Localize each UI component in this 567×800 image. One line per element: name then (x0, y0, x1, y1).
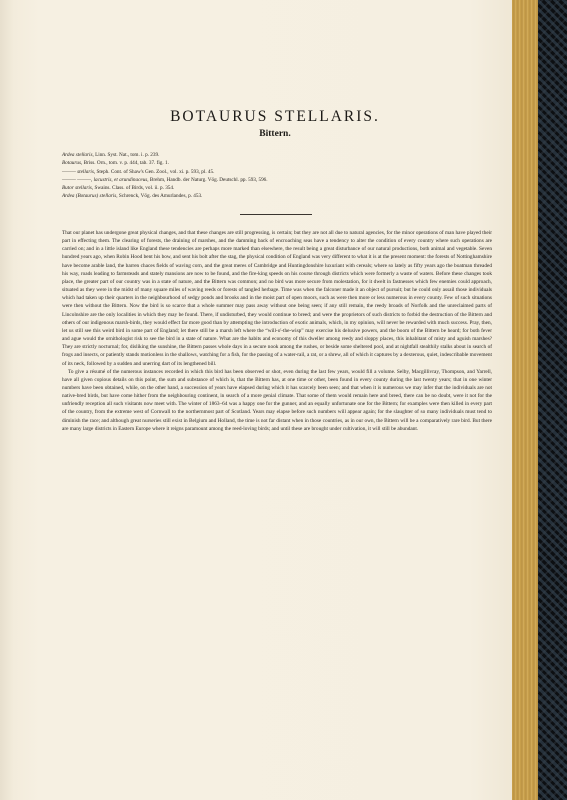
synonym-reference: Schrenck, Vög. des Amurlandes, p. 453. (117, 193, 203, 200)
book-cover-edge (538, 0, 567, 800)
synonym-line (62, 176, 492, 184)
paragraph: That our planet has undergone great physical changes, and that these changes are still progressing, is certain; but they are not all due to natural agencies, for the minor operations of man have played their part in effecting them. The clearing of forests, the draining of marshes, and the damming back of encroaching seas have a tendency to alter the condition of every country where such operations are carried on; and in a little island like England these tendencies are perhaps more marked than elsewhere, the result being a great disturbance of our natural productions, both animal and vegetable. Seven hundred years ago, when Robin Hood bent his bow, and sent his bolt after the stag, the physical condition of England was very different to what it is at the present moment: the forests of Nottinghamshire have become arable land, the barren chaces fields of waving corn, and the great meres of Cambridge and Huntingdonshire luxuriant with cereals; where so lately as fifty years ago the boatman threaded his way, roads leading to farmsteads and stately mansions are now to be found, and the fire-king speeds on his course through districts which were formerly a waste of waters. Before these changes took place, the greater part of our country was in a state of nature, and the Bittern was common; and no bird was more secure from molestation, for it dwelt in fastnesses which few enemies could approach, situated as they were in the midst of many square miles of waving reeds or forests of tangled herbage. Time was when the falconer made it an object of pursuit; but he could only assail those individuals which had taken up their quarters in the neighbourhood of sedgy ponds and brooks and in the moist part of open moors, such as were then more or less numerous in every county. Few of such situations were then without the Bittern. Now the bird is so scarce that a whole summer may pass away without one being seen; if any still remain, the reedy broads of Norfolk and the unreclaimed parts of Lincolnshire are the only localities in which they may be found. There, if undisturbed, they would continue to breed; and were the proprietors of such districts to forbid the destruction of the Bittern and others of our indigenous marsh-birds, they would effect far more good than by attempting the introduction of exotic animals, which, in my opinion, will never be rewarded with much success. Pray, then, let us still see this weird bird in some part of England; let there still be a marsh left where the “will-o'-the-wisp” may exercise his delusive powers, and the boom of the Bittern be heard; for both fever and ague would the ornithologist risk to see the bird in a state of nature. What are the habits and economy of this dweller among reedy and sloppy places, this inhabitant of misty and aguish marshes? They are strictly nocturnal; for, disliking the sunshine, the Bittern passes whole days in a secure nook among the rushes, or beside some sheltered pool, and at nightfall stealthily stalks about in search of frogs and insects, or patiently stands motionless in the shallows, watching for a fish, for the passing of a water-rail, a rat, or a shrew, all of which it captures by a dexterous, quiet, indescribable movement of its neck, followed by a sudden and unerring dart of its lengthened bill. (62, 230, 492, 367)
page-subtitle: Bittern. (259, 129, 291, 139)
synonym-name: Ardea (Botaurus) stellaris, (62, 193, 118, 200)
gilt-page-edges (512, 0, 538, 800)
body-text (62, 229, 492, 433)
synonym-reference: Brehm, Handb. der Naturg. Vög. Deutschl. pp. 593, 596. (148, 176, 268, 183)
synonym-name: Botaurus, (62, 160, 83, 167)
synonym-line (62, 192, 492, 200)
synonym-name: Ardea stellaris, (62, 152, 94, 158)
synonym-line (62, 159, 492, 167)
paragraph: To give a résumé of the numerous instances recorded in which this bird has been observed or shot, even during the last few years, would fill a volume. Selby, Macgillivray, Thompson, and Yarrell, have all given copious details on this point, the sum and substance of which is, that the Bittern has, at one time or other, been found in every county during the last twenty years; that in one winter numbers have been obtained, while, on the other hand, a succession of years have elapsed during which it has scarcely been seen; and that when it is numerous we may infer that the individuals are not native-bred birds, but have come hither from the neighbouring continent, in search of a more genial climate. That some of them would remain here and breed, there can be no doubt, were it not for the unfriendly reception all such visitants now meet with. The winter of 1863–64 was a happy one for the gunner, and an equally unfortunate one for the Bittern; for examples were then killed in every part of the country, from the extreme west of Cornwall to the northernmost part of Scotland. Years may elapse before such numbers will appear again; for the slaughter of so many individuals must tend to diminish the race; and although great nurseries still exist in Belgium and Holland, the time is not far distant when in those countries, as in our own, the Bittern will be a comparatively rare bird. But there are many large districts in Eastern Europe where it reigns paramount among the reed-loving birds; and until these are brought under cultivation, it will still be abundant. (62, 368, 492, 432)
synonym-name: ——— ———, lacustris, et arundinaceus, (62, 176, 149, 183)
synonym-reference: Briss. Orn., tom. v. p. 444, tab. 37. fig. 1. (82, 160, 169, 167)
synonym-name: ——— stellaris, (62, 168, 96, 175)
synonym-line (62, 151, 492, 159)
synonym-reference: Linn. Syst. Nat., tom. i. p. 239. (93, 152, 160, 158)
synonym-line (62, 168, 492, 176)
synonym-line (62, 184, 492, 192)
synonym-reference: Steph. Cont. of Shaw's Gen. Zool., vol. xi. p. 593, pl. 45. (95, 168, 215, 175)
synonym-name: Butor stellaris, (62, 185, 94, 192)
synonym-reference: Swains. Class. of Birds, vol. ii. p. 354. (93, 185, 175, 192)
page-title: BOTAURUS STELLARIS. (170, 108, 380, 125)
synonymy-list (62, 151, 492, 201)
section-divider (240, 214, 312, 215)
